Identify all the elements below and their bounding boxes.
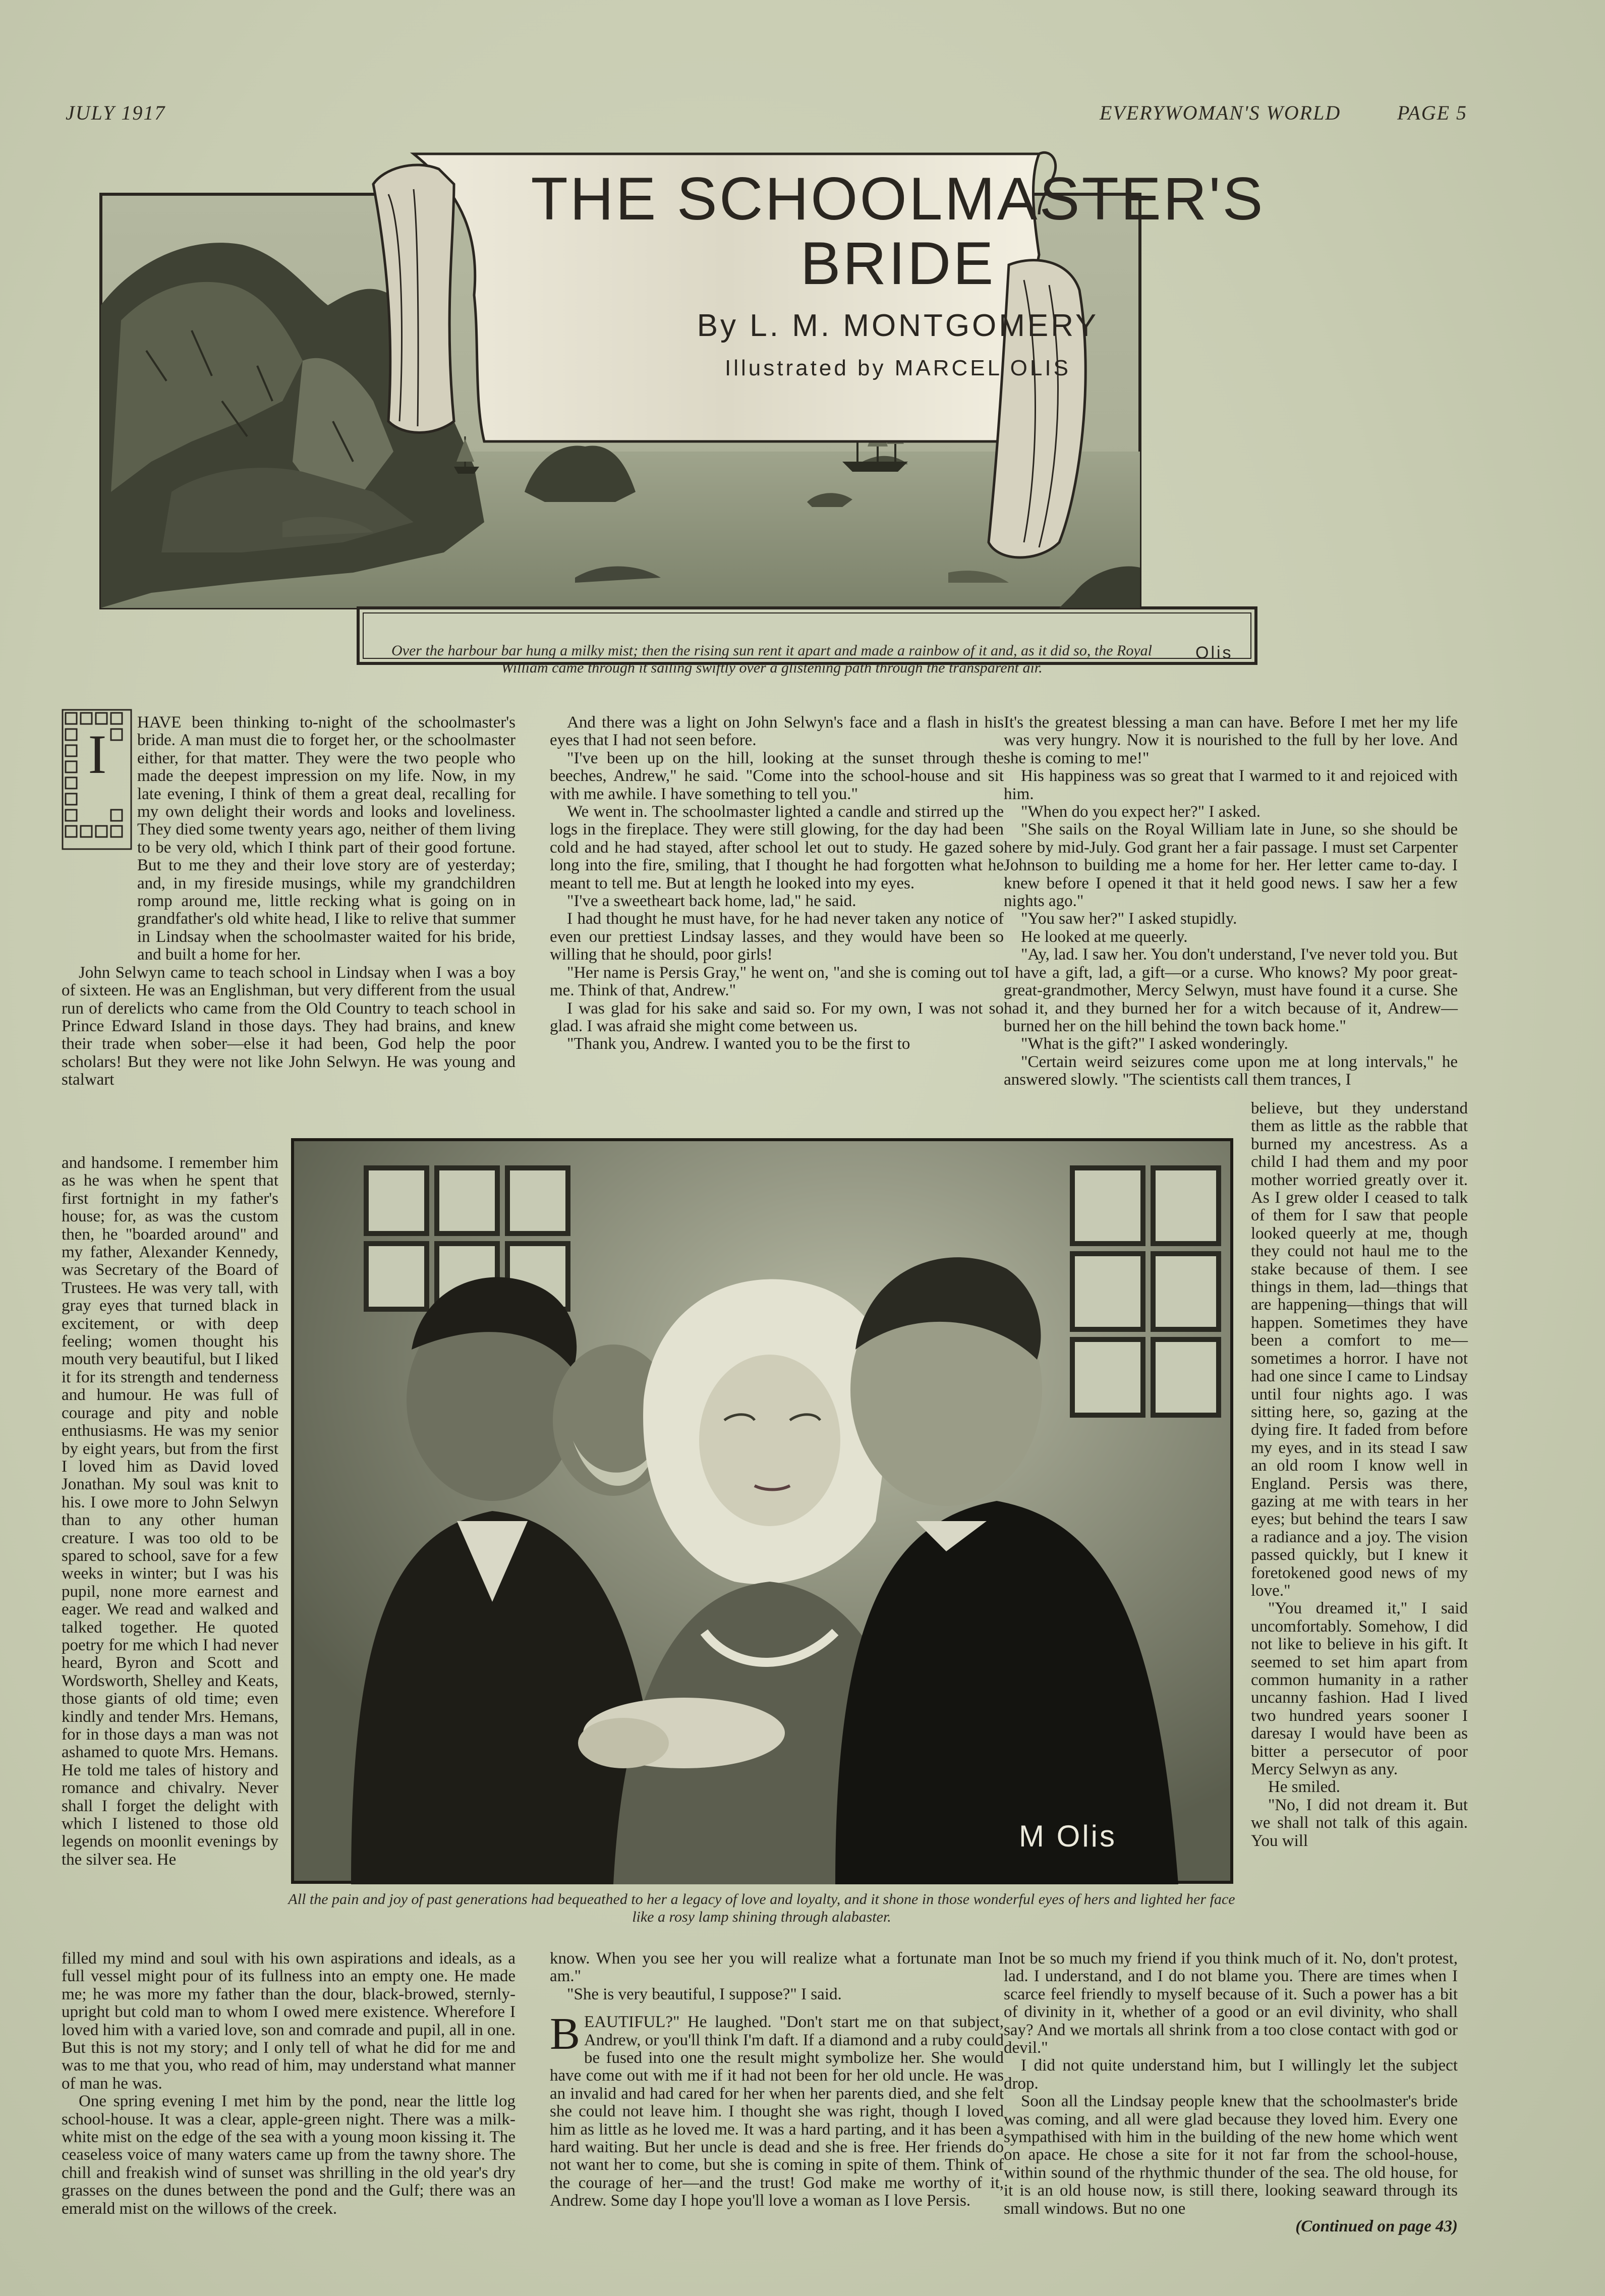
running-head-date: JULY 1917 [66, 101, 166, 124]
middle-caption: All the pain and joy of past generations had bequeathed to her a legacy of love and loyalty, and it shone in those wonderful eyes of hers and lighted her face like a rosy lamp shining through alabaster. [288, 1891, 1235, 1925]
paragraph: "Thank you, Andrew. I wanted you to be the first to [567, 1035, 910, 1053]
column-1-narrow [62, 1154, 278, 1962]
paragraph: believe, but they understand them as little as the rabble that burned my ancestress. As a child I had them and my poor mother worried greatly over it. As I grew older I ceased to talk of them for I saw that people looked queerly at me, though they could not haul me to the stake because of them. I see things in them, lad—things that are happening—things that will happen. Sometimes they have been a comfort to me—sometimes a horror. I have not had one since I came to Lindsay until four nights ago. I was sitting here, so, gazing at the dying fire. It faded from before my eyes, and in its stead I saw an old room I know well in England. Persis was there, gazing at me with tears in her eyes; but behind the tears I saw a radiance and a joy. The vision passed quickly, but I knew it foretokened good news of my love." [1251, 1099, 1468, 1600]
column-3-top [1004, 714, 1458, 1112]
paragraph: filled my mind and soul with his own aspirations and ideals, as a full vessel might pour of its fullness into an empty one. He made me; he was more my father than the dour, black-browed, sternly-upright but cold man to whom I owed mere existence. Wherefore I loved him with a varied love, son and comrade and pupil, all in one. But this is not my story; and I only tell of what he did for me and was to me that you, who read of him, may understand what manner of man he was. [62, 1949, 515, 2093]
paragraph: "When do you expect her?" I asked. [1021, 803, 1261, 821]
paragraph: HAVE been thinking to-night of the schoolmaster's bride. A man must die to forget her, or the schoolmaster either, for that matter. They were the two people who made the deepest impression on my life. Now, in my late evening, I think of them a great deal, recalling for my own delight their words and looks and loveliness. They died some twenty years ago, neither of them living to be very old, which I think part of their good fortune. But to me they and their love story are of yesterday; and, in my fireside musings, while my grandchildren romp around me, little recking what is going on in grandfather's old white head, I like to relive that summer in Lindsay when the schoolmaster waited for his bride, and built a home for her. [137, 713, 515, 964]
paragraph: And there was a light on John Selwyn's face and a flash in his eyes that I had not seen before. [550, 713, 1004, 750]
continued-note [1004, 2218, 1458, 2235]
paragraph: "Her name is Persis Gray," he went on, "and she is coming out to me. Think of that, Andrew." [550, 963, 1004, 1000]
paragraph: "She sails on the Royal William late in June, so she should be here by mid-July. God grant her a fair passage. I must set Carpenter Johnson to building me a home for her. Her letter came to-day. I knew before I opened it that it held good news. I saw her a few nights ago." [1004, 820, 1458, 911]
paragraph: We went in. The schoolmaster lighted a candle and stirred up the logs in the fireplace. They were still glowing, for the day had been cold and he had stayed, after school let out to study. He gazed so long into the fire, smiling, that I thought he had forgotten what he meant to tell me. But at length he looked into my eyes. [550, 803, 1004, 892]
illustrator-credit: Illustrated by MARCEL OLIS [725, 356, 1071, 380]
paragraph: "What is the gift?" I asked wonderingly. [1021, 1035, 1288, 1053]
header-caption: Over the harbour bar hung a milky mist; then the rising sun rent it apart and made a rainbow of it and, as it did so, the Royal William came through it sailing swiftly over a glistening path through the transparent air. [391, 642, 1152, 676]
article-title-line-2: BRIDE [800, 230, 996, 297]
paragraph: "You saw her?" I asked stupidly. [1021, 910, 1237, 928]
column-2-top [550, 714, 1004, 1102]
paragraph: know. When you see her you will realize what a fortunate man I am." [550, 1949, 1004, 1986]
paragraph: I had thought he must have, for he had never taken any notice of even our prettiest Lindsay lasses, and they would have been so willing that he should, poor girls! [550, 910, 1004, 964]
paragraph: John Selwyn came to teach school in Lindsay when I was a boy of sixteen. He was an Englishman, but very different from the usual run of derelicts who came from the Old Country to teach school in Prince Edward Island in those days. They had brains, and knew their trade when sober—else it had been, God help the poor scholars! But they were not like John Selwyn. He was young and stalwart [62, 963, 515, 1089]
paragraph-text: EAUTIFUL?" He laughed. "Don't start me on that subject, Andrew, or you'll think I'm daft. If a diamond and a ruby could be fused into one the result might symbolize her. She would have come out with me if it had not been for her old uncle. He was an invalid and had cared for her when her parents died, and she felt she could not leave him. I thought she was right, though I loved him as little as he loved me. It was a hard parting, and it has been a hard waiting. But her uncle is dead and she is free. Her friends do not want her to come, but she is coming in spite of them. Think of the courage of her—and the trust! God make me worthy of it, Andrew. Some day I hope you'll love a woman as I love Persis. [550, 2013, 1004, 2210]
column-1-bottom [62, 1949, 515, 2218]
column-2-bottom [550, 1949, 1004, 2210]
paragraph: He looked at me queerly. [1021, 927, 1188, 946]
middle-signature: M Olis [1019, 1819, 1117, 1853]
paragraph: His happiness was so great that I warmed to it and rejoiced with him. [1004, 767, 1458, 803]
paragraph: "I've a sweetheart back home, lad," he said. [567, 892, 856, 911]
drop-cap-letter: I [88, 723, 107, 785]
running-head-page: PAGE 5 [1397, 101, 1468, 124]
article-title-line-1: THE SCHOOLMASTER'S [531, 165, 1265, 233]
paragraph: "Certain weird seizures come upon me at long intervals," he answered slowly. "The scientists call them trances, I [1004, 1052, 1458, 1089]
author-byline: By L. M. MONTGOMERY [697, 308, 1099, 343]
article-title [494, 166, 1301, 296]
initial-capital: B [550, 2009, 581, 2059]
paragraph: and handsome. I remember him as he was when he spent that first fortnight in my father's house; for, as was the custom then, he "boarded around" and my father, Alexander Kennedy, was Secretary of the Board of Trustees. He was very tall, with gray eyes that turned black in excitement, or with deep feeling; women thought his mouth very beautiful, but I liked it for its strength and tenderness and humour. He was full of courage and pity and noble enthusiasms. He was my senior by eight years, but from the first I loved him as David loved Jonathan. My soul was knit to his. I owe more to John Selwyn than to any other human creature. I was too old to be spared to school, save for a few weeks in winter; but I was his pupil, none more earnest and eager. We read and walked and talked together. He quoted poetry for me which I had never heard, Byron and Scott and Wordsworth, Shelley and Keats, those giants of old time; even kindly and tender Mrs. Hemans, for in those days a man was not ashamed to quote Mrs. Hemans. He told me tales of history and romance and chivalry. Never shall I forget the delight with which I listened to those old legends on moonlit evenings by the silver sea. He [62, 1154, 278, 1869]
header-signature: Olis [1195, 643, 1233, 662]
paragraph: One spring evening I met him by the pond, near the little log school-house. It was a clear, apple-green night. There was a milk-white mist on the edge of the sea with a young moon kissing it. The ceaseless voice of many waters came up from the tawny shore. The chill and freakish wind of sunset was shrilling in the old year's dry grasses on the dunes between the pond and the Gulf; there was an emerald mist on the willows of the creek. [62, 2092, 515, 2218]
paragraph: It's the greatest blessing a man can have. Before I met her my life was very hungry. Now it is nourished to the full by her love. And she is coming to me!" [1004, 713, 1458, 767]
paragraph: "Ay, lad. I saw her. You don't understand, I've never told you. But I have a gift, lad, a gift—or a curse. Who knows? My poor great-great-grandmother, Mercy Selwyn, must have found it a curse. She had it, and they burned her for a witch because of it, Andrew—burned her on the hill behind the town back home." [1004, 945, 1458, 1035]
paragraph: "She is very beautiful, I suppose?" I said. [567, 1985, 842, 2003]
column-3-bottom [1004, 1949, 1458, 2236]
column-3-narrow [1251, 1100, 1468, 1963]
paragraph-with-initial [550, 2009, 1004, 2210]
paragraph: Soon all the Lindsay people knew that the schoolmaster's bride was coming, and all were glad because they loved him. Every one sympathised with him in the building of the new home which went on apace. He chose a site for it not far from the school-house, within sound of the rhythmic thunder of the sea. The old house, for it is an old house now, is still there, looking seaward through its small windows. But no one [1004, 2092, 1458, 2218]
middle-illustration [291, 1138, 1234, 1884]
paragraph: not be so much my friend if you think much of it. No, don't protest, lad. I understand, and I do not blame you. There are times when I scarce feel friendly to myself because of it. Such a power has a bit of divinity in it, whether of a good or an evil divinity, who shall say? And we mortals all shrink from a too close contact with god or devil." [1004, 1949, 1458, 2057]
paragraph: He smiled. [1268, 1778, 1340, 1797]
paragraph: I was glad for his sake and said so. For my own, I was not so glad. I was afraid she might come between us. [550, 999, 1004, 1035]
column-1-top [62, 714, 515, 1153]
paragraph: "No, I did not dream it. But we shall not talk of this again. You will [1251, 1796, 1468, 1850]
paragraph: "You dreamed it," I said uncomfortably. Somehow, I did not like to believe in his gift. It seemed to set him apart from common humanity in a rather uncanny fashion. Had I lived two hundred years sooner I daresay I would have been as bitter a persecutor of poor Mercy Selwyn as any. [1251, 1599, 1468, 1779]
paragraph: I did not quite understand him, but I willingly let the subject drop. [1004, 2056, 1458, 2093]
continued-note-text: (Continued on page 43) [1295, 2217, 1458, 2236]
paragraph: "I've been up on the hill, looking at the sunset through the beeches, Andrew," he said. "Come into the school-house and sit with me awhile. I have something to tell you." [550, 749, 1004, 803]
running-head-magazine: EVERYWOMAN'S WORLD [1100, 101, 1341, 124]
